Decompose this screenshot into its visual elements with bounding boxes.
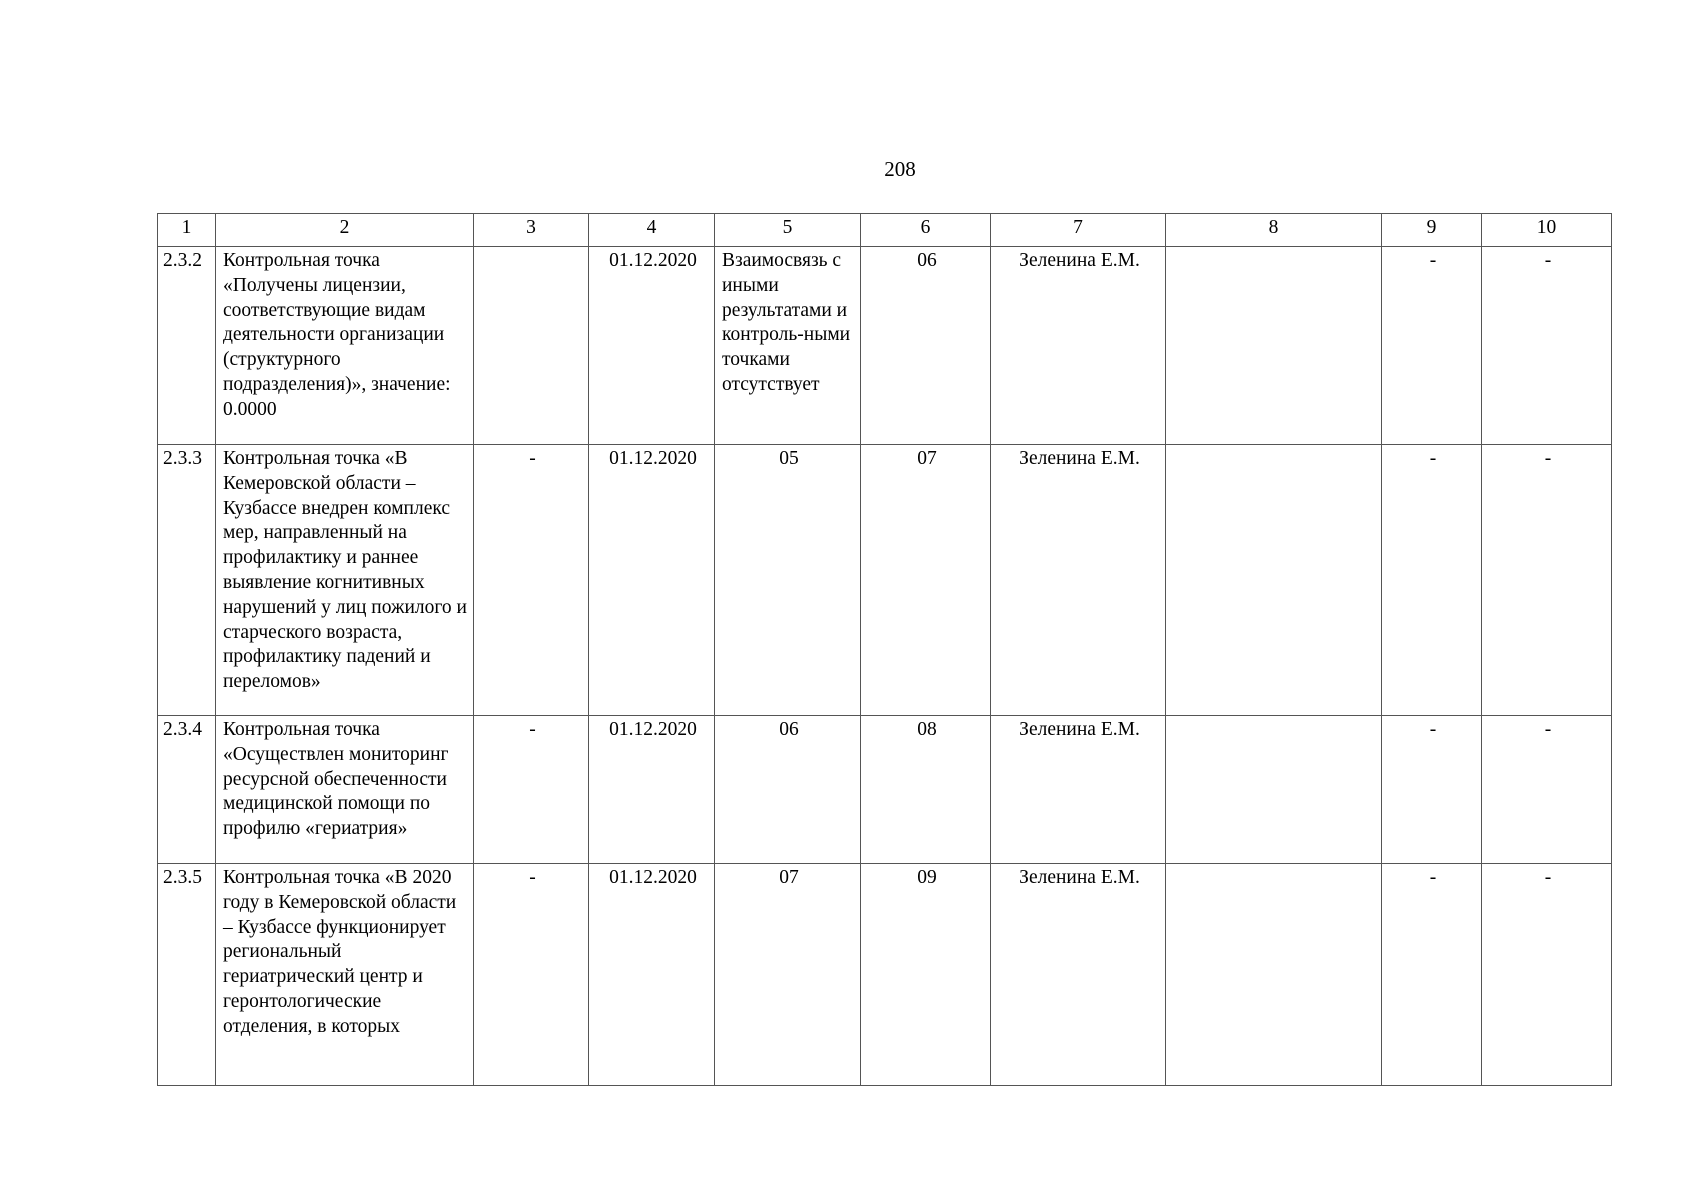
- row-responsible: Зеленина Е.М.: [991, 445, 1166, 716]
- row-col5: 07: [715, 864, 861, 1086]
- row-col10: -: [1482, 445, 1612, 716]
- row-col6: 06: [861, 247, 991, 445]
- row-col10: -: [1482, 864, 1612, 1086]
- row-number: 2.3.2: [158, 247, 216, 445]
- row-col9: -: [1382, 445, 1482, 716]
- row-date: 01.12.2020: [589, 247, 715, 445]
- control-points-table: [157, 213, 1612, 1086]
- row-col8: [1166, 716, 1382, 864]
- row-number: 2.3.3: [158, 445, 216, 716]
- row-responsible: Зеленина Е.М.: [991, 864, 1166, 1086]
- column-header-7: 7: [991, 214, 1166, 247]
- row-col5: 05: [715, 445, 861, 716]
- row-col9: -: [1382, 247, 1482, 445]
- row-col5: Взаимосвязь с иными результатами и контроль-ными точками отсутствует: [715, 247, 861, 445]
- row-responsible: Зеленина Е.М.: [991, 247, 1166, 445]
- column-header-10: 10: [1482, 214, 1612, 247]
- row-col8: [1166, 445, 1382, 716]
- row-col3: -: [474, 716, 589, 864]
- column-header-8: 8: [1166, 214, 1382, 247]
- table-header-row: [158, 214, 1612, 247]
- row-col9: -: [1382, 716, 1482, 864]
- table-row: [158, 864, 1612, 1086]
- row-description: Контрольная точка «Осуществлен мониторинг ресурсной обеспеченности медицинской помощи по профилю «гериатрия»: [216, 716, 474, 864]
- row-col3: -: [474, 864, 589, 1086]
- row-col6: 09: [861, 864, 991, 1086]
- column-header-5: 5: [715, 214, 861, 247]
- row-col8: [1166, 247, 1382, 445]
- column-header-6: 6: [861, 214, 991, 247]
- row-date: 01.12.2020: [589, 716, 715, 864]
- row-col3: [474, 247, 589, 445]
- column-header-1: 1: [158, 214, 216, 247]
- column-header-3: 3: [474, 214, 589, 247]
- page-number: 208: [884, 157, 916, 181]
- row-col8: [1166, 864, 1382, 1086]
- row-col3: -: [474, 445, 589, 716]
- row-col9: -: [1382, 864, 1482, 1086]
- row-date: 01.12.2020: [589, 864, 715, 1086]
- row-col5: 06: [715, 716, 861, 864]
- row-number: 2.3.4: [158, 716, 216, 864]
- row-description: Контрольная точка «Получены лицензии, соответствующие видам деятельности организации (структурного подразделения)», значение: 0.0000: [216, 247, 474, 445]
- row-description: Контрольная точка «В Кемеровской области – Кузбассе внедрен комплекс мер, направленный на профилактику и раннее выявление когнитивных нарушений у лиц пожилого и старческого возраста, профилактику падений и переломов»: [216, 445, 474, 716]
- table-row: [158, 716, 1612, 864]
- row-col10: -: [1482, 716, 1612, 864]
- table-row: [158, 247, 1612, 445]
- row-col10: -: [1482, 247, 1612, 445]
- row-number: 2.3.5: [158, 864, 216, 1086]
- row-responsible: Зеленина Е.М.: [991, 716, 1166, 864]
- column-header-9: 9: [1382, 214, 1482, 247]
- row-description: Контрольная точка «В 2020 году в Кемеровской области – Кузбассе функционирует региональный гериатрический центр и геронтологические отделения, в которых: [216, 864, 474, 1086]
- table-row: [158, 445, 1612, 716]
- row-col6: 07: [861, 445, 991, 716]
- column-header-2: 2: [216, 214, 474, 247]
- row-col6: 08: [861, 716, 991, 864]
- row-date: 01.12.2020: [589, 445, 715, 716]
- column-header-4: 4: [589, 214, 715, 247]
